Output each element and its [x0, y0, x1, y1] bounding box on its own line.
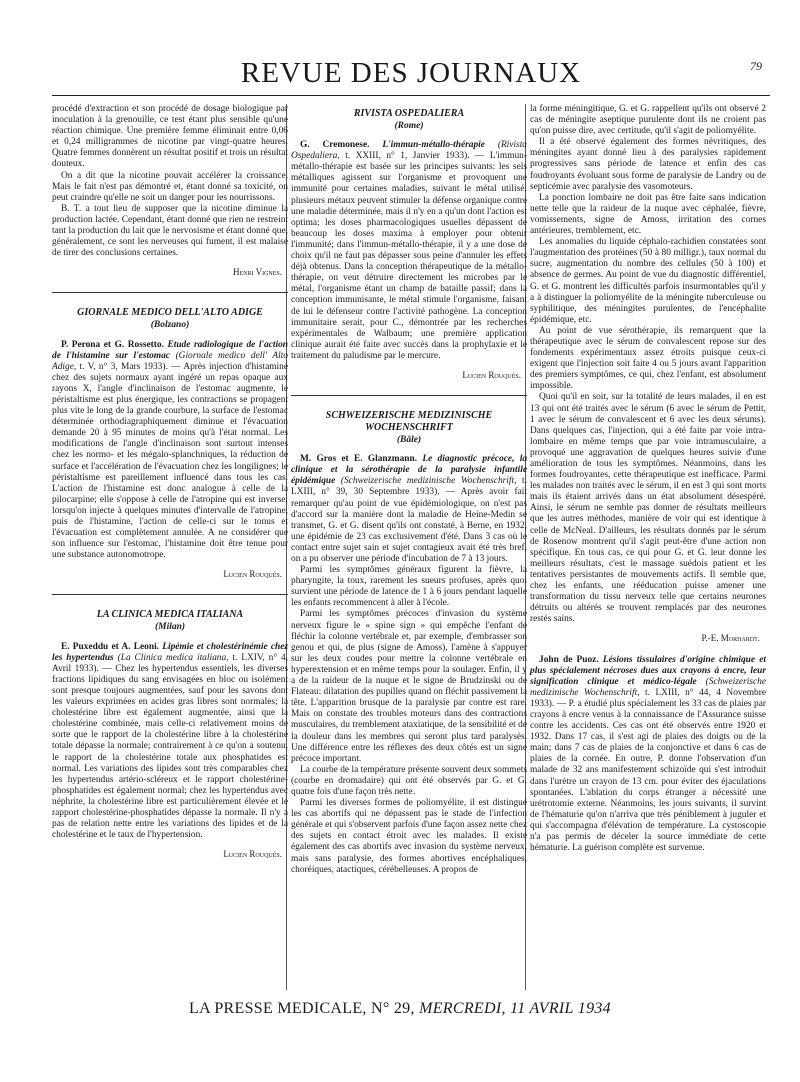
paragraph: Parmi les symptômes précoces d'invasion du système nerveux figure le « spine sign » qui empêche l'enfant de fléchir la colonne vertébrale et, par exemple, d'embrasser son genou et qui, de plus (signe de Amoss), l'amène à s'appuyer sur les deux coudes pour mettre la colonne vertébrale en hyperextension et en même temps pour la soulager. Enfin, il y a de la raideur de la nuque et le signe de Brudzinski ou de Flateau: dilatation des pupilles quand on fléchit passivement la tête. L'apparition brusque de la paralysie par contre est rare. Mais on constate des troubles moteurs dans des contractions musculaires, du tremblement ataxiatique, de la sensibilité et de la douleur dans les membres qui seront plus tard paralysés. Une différence entre les réflexes des deux côtés est un signe précoce important.	[291, 609, 527, 764]
article-abstract	[52, 642, 288, 842]
author-signature: Lucien Rouquès.	[223, 849, 282, 860]
journal-city: (Bâle)	[396, 435, 422, 446]
article-title: Etude radiologique de l'action de l'histamine sur l'estomac	[52, 339, 288, 361]
paragraph: procédé d'extraction et son procédé de dosage biologique par inoculation à la grenouille, ce test étant plus sensible qu'une réaction chimique. Une première femme éliminait entre 0,06 et 0,24 milligrammes de nicotine par vingt-quatre heures. Quatre femmes donnèrent un résultat positif et trois un résultat douteux.	[52, 104, 288, 170]
paragraph: Quoi qu'il en soit, sur la totalité de leurs malades, il en est 13 qui ont été traités avec le sérum (6 avec le sérum de Pettit, 1 avec le sérum de convalescent et 6 avec les deux sérums). Dans quelques cas, l'injection, qui a été faite par voie intra-lombaire en même temps que par voie intramusculaire, a provoqué une aggravation de quelques heures suivie d'une amélioration de tous les symptômes. Néanmoins, dans les formes foudroyantes, cette thérapeutique est inefficace. Parmi les malades non traités avec le sérum, il en est 3 qui sont morts mais ils étaient arrivés dans un état absolument désespéré. Ainsi, le sérum ne semble pas donner de résultats meilleurs que les autres méthodes, manière de voir qui est identique à celle de McNeal. D'ailleurs, les résultats donnés par le sérum de Rosenow montrent qu'il s'agit peut-être d'une action non spécifique. En tous cas, ce qui pour G. et G. leur donne les meilleurs résultats, c'est le massage suédois patient et les tentatives persistantes de mouvements actifs. Il semble que, chez les enfants, une rééducation puisse amener une transformation du tissu nerveux telle que certains neurones détruits ou altérés se trouvent remplacés par des neurones restés sains.	[530, 392, 766, 625]
article-authors: M. Gros et E. Glanzmann.	[300, 454, 418, 465]
column-3	[530, 104, 766, 854]
article-reference: (Rivista Ospedaliera,	[291, 140, 527, 162]
article-reference-issue: t. LXIV, n° 4, Avril 1933). —	[52, 652, 288, 674]
article-abstract	[530, 655, 766, 855]
article-authors: John de Puoz.	[539, 654, 599, 665]
article-title: Le diagnostic précoce, la clinique et la sérothérapie de la paralysie infantile épidémique	[291, 454, 528, 487]
paragraph: Parmi les diverses formes de poliomyélite, il est distingué les cas abortifs qui ne dépassent pas le stade de l'infection générale et qui s'observent parfois d'une façon assez nette chez des sujets en contact étroit avec les malades. Il existe également des cas abortifs avec invasion du système nerveux, mais sans paralysie, des formes abortives encéphaliques, choréiques, atactiques, cérébelleuses. A propos de	[291, 798, 527, 875]
article-reference: (Giornale medico dell' Alto Adige,	[52, 350, 288, 372]
article-authors: E. Puxeddu et A. Leoni.	[61, 641, 160, 652]
journal-heading: RIVISTA OSPEDALIERA	[353, 108, 465, 119]
author-signature: Lucien Rouquès.	[462, 369, 521, 380]
column-1	[52, 104, 288, 860]
author-signature: Lucien Rouquès.	[223, 569, 282, 580]
article-reference-issue: t. V, n° 3, Mars 1933). —	[79, 361, 181, 372]
paragraph: Parmi les symptômes généraux figurent la fièvre, la pharyngite, la toux, rarement les sueurs profuses, après quoi survient une période de latence de 1 à 6 jours pendant laquelle les enfants recommencent à aller à l'école.	[291, 565, 527, 609]
article-abstract	[291, 454, 527, 565]
journal-heading: GIORNALE MEDICO DELL'ALTO ADIGE	[77, 307, 263, 319]
article-authors: P. Perona et G. Rossetto.	[61, 339, 164, 350]
article-body: Chez les hypertendus essentiels, les diverses fractions lipidiques du sang envisagées en bloc ou isolément sont presque toujours augmentées, sauf pour les savons dont les valeurs exprimées en acides gras libres sont normales; la cholestérine libre est également augmentée, ainsi que la cholestérine combinée, mais celle-ci relativement moins de sorte que le rapport de la cholestérine libre à la cholestérine totale dépasse la normale; contrairement à ce qu'on a soutenu, le rapport de la cholestérine totale aux phosphatides est normal. Les variations des lipides sont très comparables chez les hypertendus artério-scléreux et le rapport cholestérine-phosphatides est également normal; chez les hypertendus avec néphrite, la cholestérine libre est particulièrement élevée et le rapport cholestérine-phosphatides dépasse la normale. Il n'y a pas de relation nette entre les variations des lipides et de la cholestérine et le taux de l'hypertension.	[52, 663, 288, 841]
paragraph: la forme méningitique, G. et G. rappellent qu'ils ont observé 2 cas de méningite aseptique purulente dont ils ne croient pas qu'on puisse dire, avec certitude, qu'il s'agit de poliomyélite.	[530, 104, 766, 137]
paragraph: La courbe de la température présente souvent deux sommets (courbe en dromadaire) qui ont été observés par G. et G. quatre fois d'une façon très nette.	[291, 764, 527, 797]
author-signature: Henri Vignes.	[232, 267, 282, 278]
journal-heading: SCHWEIZERISCHE MEDIZINISCHE WOCHENSCHRIFT	[325, 410, 493, 434]
spacer	[530, 645, 766, 655]
journal-city: (Bolzano)	[150, 320, 190, 331]
footer-date: MERCREDI, 11 AVRIL 1934	[419, 1000, 611, 1017]
page-number: 79	[750, 59, 762, 73]
page-title: REVUE DES JOURNAUX	[240, 57, 582, 89]
section-rule	[291, 395, 527, 396]
paragraph: B. T. a tout lieu de supposer que la nicotine diminue la production lactée. Cependant, étant donné que rien ne restreint tant la production du lait que le nervosisme et étant donné que, généralement, ce sont les nerveuses qui fument, il est malaisé de tirer des conclusions certaines.	[52, 203, 288, 259]
article-reference: (Schweizerische medizinische Wochenschrift,	[340, 476, 517, 487]
header-rule	[52, 95, 770, 96]
article-body: Après injection d'histamine chez des sujets normaux ayant ingéré un repas opaque aux rayons X, l'angle d'inclinaison de l'estomac augmente, le péristaltisme est plus énergique, les contractions se propagent plus vite le long de la grande courbure, la surface de l'estomac déterminée orthodiagraphiquement diminue et l'évacuation demande 20 à 95 minutes de moins qu'à l'état normal. Les modifications de l'angle d'inclinaison sont surtout intenses chez les normo- et les mégalo-splanchniques, la réduction de surface et l'accélération de l'évacuation chez les longilignes; le péristaltisme est pareillement influencé dans tous les cas. L'action de l'histamine est donc analogue à celle de la pilocarpine; elle s'oppose à celle de l'atropine qui est inverse; lorsqu'on injecte à quelques minutes d'intervalle de l'atropine, puis de l'histamine, l'action de celle-ci sur le tonus et l'évacuation est complètement annulée. A ne considérer que son influence sur l'estomac, l'histamine doit être tenue pour une substance autonomotrope.	[52, 361, 288, 561]
article-reference-issue: t. XXIII, n° 1, Janvier 1933). —	[345, 151, 485, 162]
article-reference: (Schweizerische medizinische Wochenschrift,	[530, 676, 766, 698]
paragraph: Il a été observé également des formes névritiques, des méningites ayant donné lieu à des paralysies rapidement progressives sans période de latence et enfin des cas foudroyants évoluant sous forme de paralysie de Landry ou de septicémie avec paralysie des vasomoteurs.	[530, 137, 766, 192]
page-header	[52, 55, 770, 95]
journal-city: (Rome)	[394, 121, 424, 131]
article-reference-issue: t. LXIII, n° 44, 4 Novembre 1933). —	[530, 687, 766, 709]
article-reference-issue: t. LXIII, n° 39, 30 Septembre 1933). —	[291, 476, 527, 498]
article-body: Après avoir fait remarquer qu'au point de vue épidémiologique, on n'est pas d'accord sur la manière dont la maladie de Heine-Medin se transmet, G. et G. disent qu'ils ont constaté, à Berne, en 1932, une épidémie de 23 cas exclusivement d'été. Dans 3 cas où le contact entre sujet sain et sujet contagieux avait été très bref, on a pu observer une période d'incubation de 7 à 13 jours.	[291, 487, 527, 564]
author-signature: P.-E. Morhardt.	[701, 633, 760, 644]
section-rule	[52, 594, 288, 595]
article-body: P. a étudié plus spécialement les 33 cas de plaies par crayons à encre venus à la connaissance de l'Assurance suisse contre les accidents. Ces cas ont été observés entre 1920 et 1932. Dans 17 cas, il s'est agi de plaies des doigts ou de la main; dans 7 cas de plaies de la conjonctive et dans 6 cas de plaies de la cornée. En outre, P. donne l'observation d'un malade de 32 ans manifestement schizoïde qui s'est introduit dans l'urètre un crayon de 13 cm. pour éviter des éjaculations spontanées. L'ablation du corps étranger a nécessité une urétrotomie externe. Néanmoins, les jours suivants, il survint de l'hématurie qu'on n'arriva que très péniblement à juguler et qui s'accompagna d'élévation de température. La cystoscopie n'a pas permis de déceler la source immédiate de cette hématurie. La guérison complète est survenue.	[530, 698, 766, 854]
article-body: L'immun-métallo-thérapie est basée sur les principes suivants: les sels métalliques agissent sur l'organisme et provoquent une immunité pour certaines maladies, suivant le métal utilisé; plusieurs métaux peuvent stimuler la défense organique contre une maladie déterminée, mais il n'y en a qu'un dont l'action est optima; les doses pharmacologiques usuelles dépassent de beaucoup les doses maxima à employer pour obtenir l'immunité; dans l'immun-métallo-thérapie, il y a une dose de choix qu'il ne faut pas dépasser sous peine d'annuler les effets déjà obtenus. Dans la conception thérapeutique de la métallo-thérapie, on veut détruire directement les microbes par le métal, l'organisme étant un champ de bataille passif; dans la conception immunisante, le métal stimule l'organisme, faisant de lui le défenseur contre l'activité pathogène. La conception immunitaire serait, pour C., démontrée par les recherches expérimentales de Walbaum; une première application clinique aurait été faite avec succès dans la prophylaxie et le traitement du paludisme par le mercure.	[291, 151, 527, 361]
article-title: L'immun-métallo-thérapie	[382, 140, 485, 151]
article-abstract	[52, 340, 288, 562]
paragraph: On a dit que la nicotine pouvait accélérer la croissance. Mais le fait n'est pas démontré et, étant donné sa toxicité, on peut craindre qu'elle ne soit un danger pour les nourrissons.	[52, 170, 288, 203]
paragraph: Au point de vue sérothérapie, ils remarquent que la thérapeutique avec le sérum de convalescent repose sur des fondements expérimentaux assez étroits puisque ceux-ci exigent que l'injection soit faite 4 ou 5 jours avant l'apparition des premiers symptômes, ce qui, chez l'enfant, est absolument impossible.	[530, 325, 766, 392]
journal-heading: LA CLINICA MEDICA ITALIANA	[96, 609, 244, 621]
article-reference: (La Clinica medica italiana,	[117, 652, 229, 663]
footer-publication: LA PRESSE MEDICALE, N° 29,	[189, 1000, 415, 1017]
journal-city: (Milan)	[154, 622, 186, 633]
article-title: Lésions tissulaires d'origine chimique et plus spécialement nécroses dues aux crayons à encre, leur signification clinique et médico-légale	[530, 654, 766, 687]
paragraph: Les anomalies du liquide céphalo-rachidien constatées sont l'augmentation des protéines (50 à 80 milligr.), taux normal du sucre, augmentation du nombre des cellules (50 à 100) et absence de germes. Au point de vue du diagnostic différentiel, G. et G. montrent les difficultés parfois insurmontables qu'il y a à distinguer la poliomyélite de la méningite tuberculeuse ou syphilitique, des méningites purulentes, de l'encéphalite épidémique, etc.	[530, 237, 766, 325]
article-title: Lipémie et cholestérinémie chez les hypertendus	[52, 641, 289, 663]
article-authors: G. Cremonese.	[300, 140, 370, 151]
paragraph: La ponction lombaire ne doit pas être faite sans indication nette telle que la raideur de la nuque avec céphalée, fièvre, vomissements, signe de Amoss, irritation des cornes antérieures, tremblement, etc.	[530, 192, 766, 237]
section-rule	[52, 292, 288, 293]
column-2	[291, 104, 527, 876]
page-footer	[0, 1000, 800, 1018]
article-abstract	[291, 140, 527, 362]
